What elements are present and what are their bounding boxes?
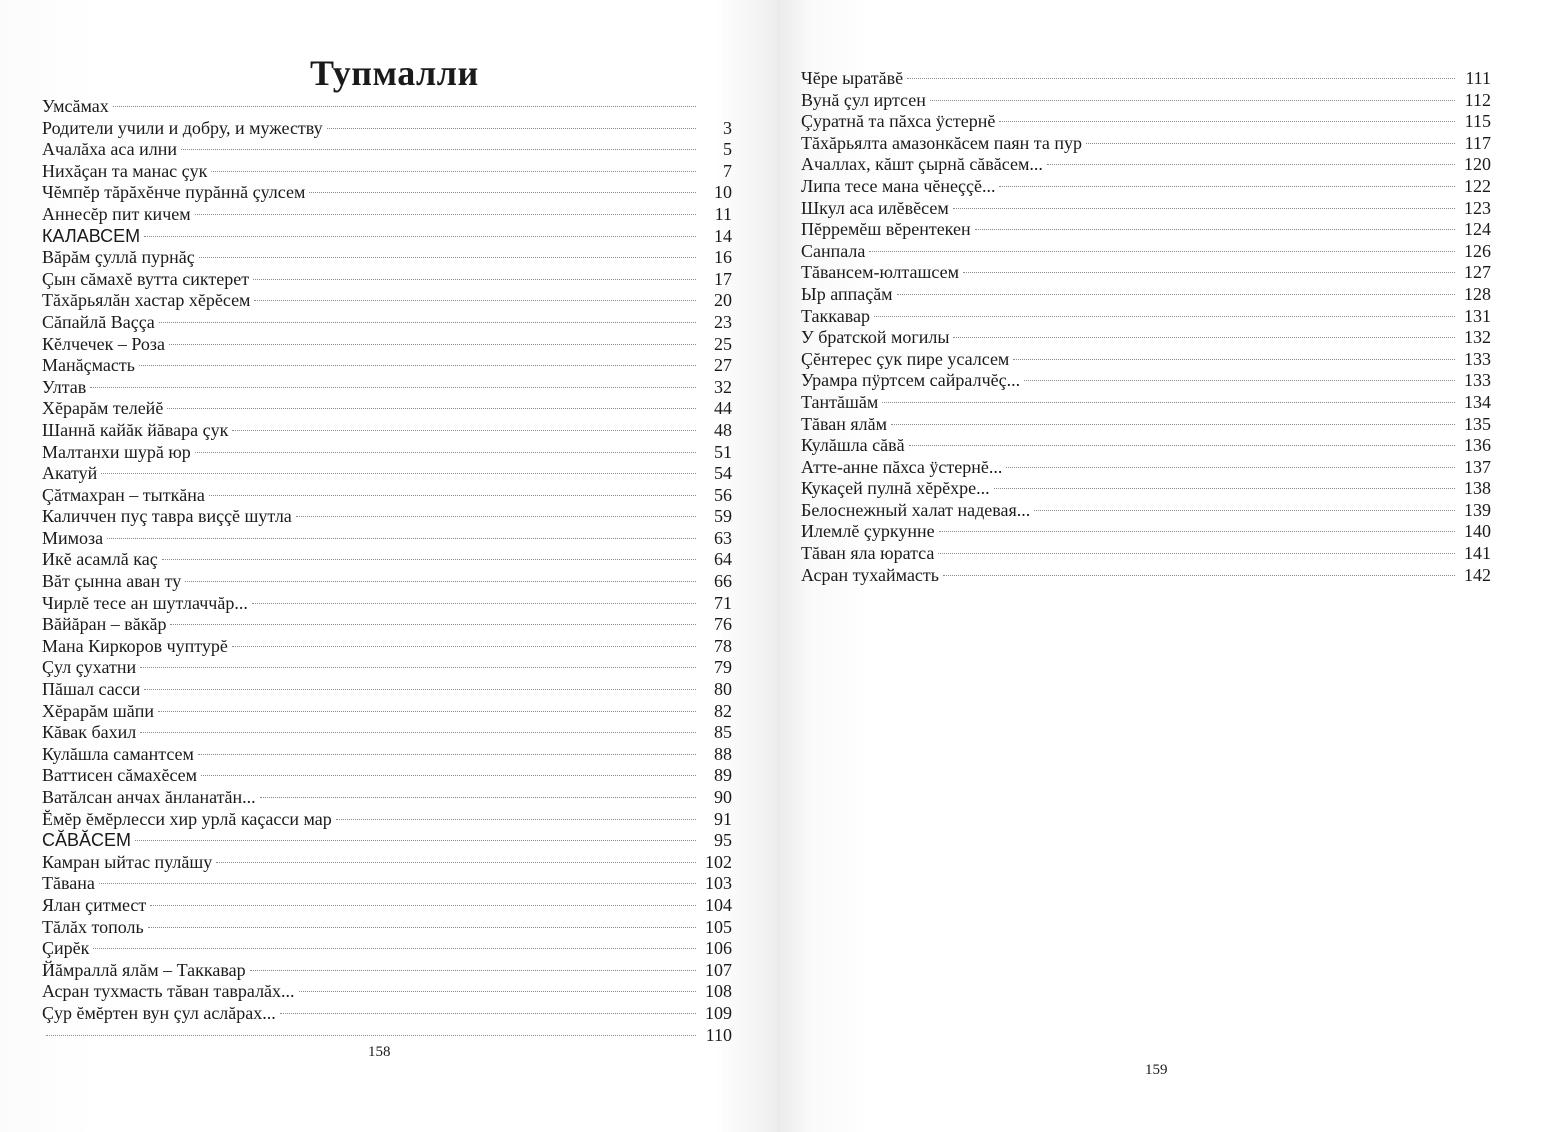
dot-leader [938,553,1455,554]
toc-entry-title: Ĕмĕр ĕмĕрлесси хир урлă каçасси мар [42,808,332,829]
toc-entry-title: Çăтмахран – тыткăна [42,484,205,505]
toc-entry-page: 110 [705,1024,732,1045]
toc-entry-page: 14 [714,225,732,246]
dot-leader [90,387,696,388]
dot-leader [943,575,1455,576]
toc-entry-page: 109 [705,1002,732,1023]
toc-entry [42,226,732,248]
toc-entry-page: 131 [1464,305,1491,326]
toc-entry [42,1003,732,1025]
dot-leader [159,322,696,323]
dot-leader [953,208,1455,209]
toc-entry [801,241,1491,263]
toc-entry [42,765,732,787]
toc-entry-title: Икĕ асамлă каç [42,549,158,570]
toc-entry-page: 79 [714,657,732,678]
toc-entry-title: Асран тухаймасть [801,564,939,585]
toc-entry [801,219,1491,241]
toc-entry-title: Камран ыйтас пулăшу [42,851,213,872]
toc-entry-page: 95 [714,830,732,851]
dot-leader [101,473,696,474]
toc-entry [42,787,732,809]
toc-entry [801,392,1491,414]
dot-leader [201,775,696,776]
dot-leader [1006,467,1455,468]
dot-leader [139,365,696,366]
toc-entry [801,521,1491,543]
toc-entry [42,830,732,852]
dot-leader [953,337,1455,338]
dot-leader [963,272,1455,273]
toc-entry [42,420,732,442]
dot-leader [150,905,696,906]
dot-leader [1086,143,1455,144]
toc-entry-page: 122 [1464,175,1491,196]
toc-entry-page: 80 [714,679,732,700]
toc-entry-page: 140 [1464,521,1491,542]
toc-entry-title: Атте-анне пăхса ÿстернĕ... [801,456,1003,477]
toc-entry-page: 44 [714,398,732,419]
dot-leader [162,559,696,560]
toc-entry-title: Белоснежный халат надевая... [801,499,1031,520]
toc-entry-page: 115 [1464,111,1491,132]
toc-entry-title: Аннесĕр пит кичем [42,203,191,224]
toc-entry-page: 76 [714,614,732,635]
dot-leader [994,488,1455,489]
toc-entry-title: Тăвана [42,873,95,894]
toc-entry-page: 133 [1464,348,1491,369]
toc-entry [42,809,732,831]
toc-entry [801,284,1491,306]
toc-entry-page: 11 [714,203,732,224]
toc-entry-title: Тăван ялăм [801,413,888,434]
dot-leader [1013,359,1455,360]
toc-entry [42,852,732,874]
toc-entry-page: 27 [714,355,732,376]
toc-entry-page: 137 [1464,456,1491,477]
toc-entry [801,306,1491,328]
toc-entry-title: Йăмраллă ялăм – Таккавар [42,959,246,980]
toc-entry [42,722,732,744]
toc-entry [42,744,732,766]
toc-entry-title: Кулăшла сăвă [801,435,905,456]
toc-entry-page: 5 [723,139,732,160]
toc-entry-title: Ялан çитмест [42,894,147,915]
toc-entry [801,565,1491,587]
dot-leader [891,424,1455,425]
dot-leader [250,970,696,971]
toc-entry-title: Малтанхи шурă юр [42,441,191,462]
toc-entry [42,895,732,917]
toc-entry-page: 108 [705,981,732,1002]
toc-entry [801,133,1491,155]
toc-entry [801,435,1491,457]
toc-entry [801,414,1491,436]
toc-entry-title: Тăхăрьялта амазонкăсем паян та пур [801,132,1082,153]
toc-entry [42,269,732,291]
toc-entry-title: Вăйăран – вăкăр [42,614,167,635]
toc-entry-title: Ачаллах, кăшт çырнă сăвăсем... [801,154,1043,175]
toc-entry [42,701,732,723]
toc-entry-page: 54 [714,463,732,484]
dot-leader [148,927,696,928]
toc-entry [42,485,732,507]
toc-entry-page: 51 [714,441,732,462]
toc-entry-title: Кĕлчечек – Роза [42,333,166,354]
toc-entry-page: 17 [714,268,732,289]
toc-entry-page: 16 [714,247,732,268]
toc-entry-title: Вăрăм çуллă пурнăç [42,247,195,268]
toc-entry-title: Кулăшла самантсем [42,743,194,764]
toc-entry [42,528,732,550]
toc-entry-title: Çĕнтерес çук пире усалсем [801,348,1010,369]
toc-entry [42,312,732,334]
toc-entry-title: Акатуй [42,463,98,484]
dot-leader [939,531,1455,532]
toc-entry [42,96,732,118]
toc-entry-title: Тантăшăм [801,391,879,412]
toc-entry [42,442,732,464]
toc-entry-title: Чĕмпĕр тăрăхĕнче пурăннă çулсем [42,182,306,203]
dot-leader [253,279,696,280]
dot-leader [195,214,696,215]
dot-leader [336,819,696,820]
toc-entry [42,139,732,161]
toc-entry-title: Ыр аппаçăм [801,283,893,304]
toc-entry-page: 133 [1464,370,1491,391]
toc-entry [42,182,732,204]
toc-entry [42,377,732,399]
toc-entry [801,500,1491,522]
toc-entry [801,111,1491,133]
toc-entry [42,118,732,140]
dot-leader [209,495,696,496]
toc-entry-title: Таккавар [801,305,870,326]
toc-entry [801,198,1491,220]
dot-leader [169,344,696,345]
dot-leader [897,294,1455,295]
toc-entry-title: Тăван яла юратса [801,543,935,564]
toc-entry [42,506,732,528]
toc-entry-title: Родители учили и добру, и мужеству [42,117,323,138]
toc-entry [801,370,1491,392]
toc-entry-page: 78 [714,635,732,656]
toc-entry-page: 88 [714,743,732,764]
dot-leader [216,862,696,863]
page-number-right: 159 [1145,1062,1168,1078]
toc-entry-page: 59 [714,506,732,527]
dot-leader [975,229,1455,230]
toc-entry-page: 23 [714,311,732,332]
toc-entry-title: Вунă çул иртсен [801,89,926,110]
toc-entry [42,247,732,269]
toc-entry-page: 3 [723,117,732,138]
dot-leader [181,149,696,150]
toc-entry [801,327,1491,349]
toc-entry [801,176,1491,198]
dot-leader [930,100,1455,101]
toc-entry-page: 135 [1464,413,1491,434]
toc-entry-title: Тăхăрьялăн хастар хĕрĕсем [42,290,251,311]
dot-leader [1034,510,1455,511]
dot-leader [280,1013,696,1014]
toc-entry [42,571,732,593]
toc-entry-title: Липа тесе мана чĕнеççĕ... [801,175,996,196]
toc-entry-page: 136 [1464,435,1491,456]
toc-entry-page: 25 [714,333,732,354]
table-of-contents-left [42,96,732,1046]
toc-entry [801,543,1491,565]
toc-entry-title: Тăлăх тополь [42,916,144,937]
dot-leader [296,516,696,517]
toc-entry-title: Илемлĕ çуркунне [801,521,935,542]
toc-entry [801,457,1491,479]
toc-entry-title: Урамра пÿртсем сайралчĕç... [801,370,1021,391]
toc-entry [42,679,732,701]
toc-entry-title: Кукаçей пулнă хĕрĕхре... [801,478,990,499]
toc-entry [42,593,732,615]
toc-entry [42,614,732,636]
toc-entry-title: Мана Киркоров чуптурĕ [42,635,228,656]
toc-entry-title: Пĕрремĕш вĕрентекен [801,219,971,240]
toc-entry-title: Каличчен пуç тавра виççĕ шутла [42,506,292,527]
toc-entry-title: Тăвансем-юлташсем [801,262,959,283]
toc-entry-title: Хĕрарăм телейĕ [42,398,164,419]
toc-entry-title: У братской могилы [801,327,950,348]
dot-leader [882,402,1455,403]
dot-leader [254,300,696,301]
toc-entry-page: 117 [1464,132,1491,153]
toc-entry-title: Пăшал сасси [42,679,141,700]
toc-entry-title: Çуратнă та пăхса ÿстернĕ [801,111,996,132]
toc-entry [42,398,732,420]
dot-leader [46,1035,696,1036]
toc-entry-title: Сăпайлă Ваççа [42,311,155,332]
dot-leader [260,797,696,798]
toc-entry-title: Чĕре ыратăвĕ [801,68,904,88]
toc-entry-page: 7 [723,160,732,181]
dot-leader [167,408,696,409]
dot-leader [99,883,696,884]
toc-entry-page: 32 [714,376,732,397]
toc-entry-title: Манăçмасть [42,355,135,376]
toc-entry [42,917,732,939]
right-page [777,0,1554,1132]
toc-entry-title: КАЛАВСЕМ [42,225,141,246]
dot-leader [869,251,1455,252]
toc-entry-page: 10 [714,182,732,203]
toc-entry-title: Шкул аса илĕвĕсем [801,197,949,218]
toc-entry-page: 107 [705,959,732,980]
toc-entry-title: Нихăçан та манас çук [42,160,208,181]
toc-entry-title: Вăт çынна аван ту [42,571,182,592]
dot-leader [185,581,696,582]
toc-entry-page: 111 [1465,68,1491,88]
toc-entry-page: 141 [1464,543,1491,564]
toc-entry [42,463,732,485]
table-of-contents-right [801,68,1491,586]
toc-entry-title: Çын сăмахĕ вутта сиктерет [42,268,250,289]
dot-leader [232,646,696,647]
dot-leader [309,192,696,193]
dot-leader [93,948,696,949]
toc-entry-title: Çул çухатни [42,657,137,678]
toc-entry [42,1025,732,1047]
toc-entry-page: 104 [705,894,732,915]
toc-entry-title: Ултав [42,376,87,397]
toc-entry-page: 103 [705,873,732,894]
dot-leader [907,78,1455,79]
toc-entry-title: Кăвак бахил [42,722,137,743]
dot-leader [135,840,696,841]
dot-leader [1024,380,1455,381]
dot-leader [140,667,696,668]
toc-entry [42,334,732,356]
toc-entry [801,90,1491,112]
toc-entry-page: 128 [1464,283,1491,304]
toc-entry-page: 126 [1464,240,1491,261]
toc-entry-page: 85 [714,722,732,743]
toc-entry-page: 91 [714,808,732,829]
dot-leader [195,452,696,453]
toc-entry-page: 142 [1464,564,1491,585]
toc-entry-page: 89 [714,765,732,786]
toc-entry [42,636,732,658]
toc-entry [801,349,1491,371]
toc-entry-page: 56 [714,484,732,505]
dot-leader [140,732,696,733]
toc-entry-page: 64 [714,549,732,570]
toc-entry [42,290,732,312]
toc-entry-page: 127 [1464,262,1491,283]
toc-entry-title: Мимоза [42,527,104,548]
toc-entry-page: 48 [714,419,732,440]
dot-leader [1047,164,1455,165]
toc-entry-page: 66 [714,571,732,592]
toc-entry-page: 124 [1464,219,1491,240]
dot-leader [199,257,696,258]
toc-entry-page: 63 [714,527,732,548]
toc-entry-page: 138 [1464,478,1491,499]
toc-entry-page: 134 [1464,391,1491,412]
toc-entry-title: Чирлĕ тесе ан шутлаччăр... [42,592,248,613]
toc-entry-page: 71 [714,592,732,613]
toc-entry [801,478,1491,500]
dot-leader [144,236,696,237]
toc-entry [42,355,732,377]
toc-entry-page: 102 [705,851,732,872]
toc-entry-title: Çирĕк [42,938,90,959]
toc-entry-title: Санпала [801,240,866,261]
toc-entry-page: 132 [1464,327,1491,348]
dot-leader [999,186,1455,187]
toc-entry-title: Умсăмах [42,96,109,116]
toc-entry-page: 112 [1464,89,1491,110]
toc-entry [42,938,732,960]
toc-entry-title: Шаннă кайăк йăвара çук [42,419,229,440]
toc-entry-title: Ватăлсан анчах ăнланатăн... [42,787,256,807]
toc-entry [42,960,732,982]
toc-entry-page: 120 [1464,154,1491,175]
toc-entry [42,873,732,895]
page-title: Тупмалли [310,53,479,93]
dot-leader [299,991,696,992]
dot-leader [107,538,696,539]
toc-entry-title: СĂВĂСЕМ [42,830,132,851]
dot-leader [999,121,1455,122]
dot-leader [874,316,1455,317]
toc-entry [801,262,1491,284]
toc-entry [42,657,732,679]
dot-leader [909,445,1455,446]
toc-entry [42,161,732,183]
toc-entry [801,154,1491,176]
dot-leader [327,128,696,129]
toc-entry-page: 20 [714,290,732,311]
toc-entry-title: Хĕрарăм шăпи [42,700,154,721]
dot-leader [113,106,696,107]
toc-entry-title: Çур ĕмĕртен вун çул аслăрах... [42,1002,276,1023]
dot-leader [170,624,696,625]
toc-entry [801,68,1491,90]
dot-leader [211,171,696,172]
dot-leader [232,430,696,431]
toc-entry-page: 105 [705,916,732,937]
dot-leader [252,603,696,604]
dot-leader [158,711,696,712]
dot-leader [198,754,696,755]
toc-entry [42,981,732,1003]
toc-entry-page: 82 [714,700,732,721]
page-number-left: 158 [368,1044,391,1060]
toc-entry-page: 90 [714,787,732,807]
toc-entry-page: 106 [705,938,732,959]
dot-leader [144,689,696,690]
toc-entry-title: Асран тухмасть тăван тавралăх... [42,981,295,1002]
toc-entry-title: Ваттисен сăмахĕсем [42,765,198,786]
toc-entry [42,204,732,226]
toc-entry-page: 139 [1464,499,1491,520]
toc-entry-page: 123 [1464,197,1491,218]
toc-entry-title: Ачалăха аса илни [42,139,177,160]
toc-entry [42,549,732,571]
